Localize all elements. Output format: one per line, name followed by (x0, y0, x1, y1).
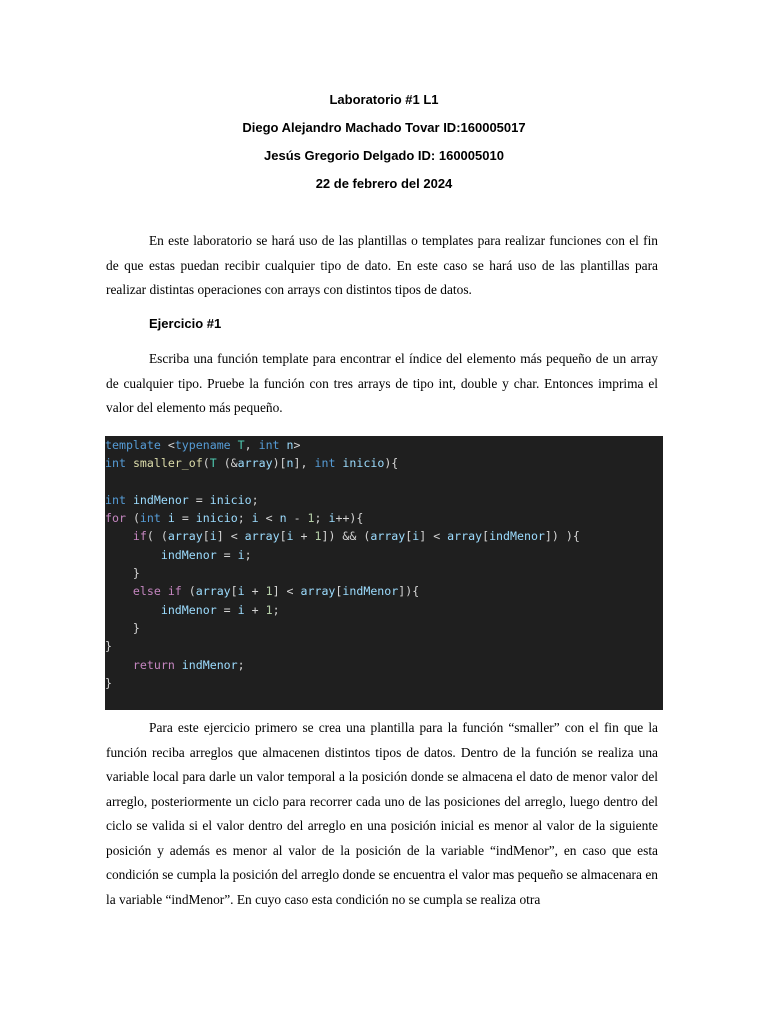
exercise-statement-text: Escriba una función template para encontrar el índice del elemento más pequeño de un array de cualquier tipo. Pruebe la función con tres arrays de tipo int, double y char. Entonces imprima el valor del elemento más pequeño. (106, 351, 658, 415)
document-date: 22 de febrero del 2024 (315, 176, 453, 191)
code-line: for (int i = inicio; i < n - 1; i++){ (105, 511, 364, 526)
code-line: indMenor = i + 1; (160, 602, 280, 617)
code-line: int smaller_of(T (&array)[n], int inicio){ (105, 456, 399, 471)
exercise-statement-paragraph (106, 347, 658, 421)
explanation-text: Para este ejercicio primero se crea una plantilla para la función “smaller” con el fin que la función reciba arreglos que almacenen distintos tipos de datos. Dentro de la función se realiza una variable local para darle un valor temporal a la posición donde se almacena el dato de menor valor del arreglo, posteriormente un ciclo para recorrer cada uno de las posiciones del arreglo, luego dentro del ciclo se valida si el valor dentro del arreglo en una posición inicial es menor al valor de la siguiente posición y además es menor al valor de la posición de la variable “indMenor”, en caso que esta condición se cumpla la posición del arreglo donde se encuentra el valor mas pequeño se almacenara en la variable “indMenor”. En cuyo caso esta condición no se cumpla se realiza otra (106, 720, 658, 907)
code-line: template <typename T, int n> (105, 438, 301, 452)
code-line (105, 473, 663, 491)
intro-text: En este laboratorio se hará uso de las plantillas o templates para realizar funciones con el fin de que estas puedan recibir cualquier tipo de dato. En este caso se hará uso de las plantillas para realizar distintas operaciones con arrays con distintos tipos de datos. (106, 233, 658, 297)
code-line: indMenor = i; (160, 547, 252, 562)
code-line: } (132, 620, 140, 635)
code-line: else if (array[i + 1] < array[indMenor]){ (132, 584, 420, 599)
author-line-2: Jesús Gregorio Delgado ID: 160005010 (264, 148, 504, 163)
code-line: if( (array[i] < array[i + 1]) && (array[i] < array[indMenor]) ){ (132, 529, 580, 544)
author-line-1: Diego Alejandro Machado Tovar ID:160005017 (242, 120, 526, 135)
code-line: } (105, 639, 112, 654)
code-line: int indMenor = inicio; (105, 492, 259, 507)
code-line: } (132, 566, 140, 581)
exercise-heading: Ejercicio #1 (149, 316, 222, 331)
code-block (105, 436, 663, 710)
intro-paragraph (106, 229, 658, 303)
document-title: Laboratorio #1 L1 (329, 92, 439, 107)
code-listing (105, 436, 663, 692)
code-line: } (105, 675, 112, 690)
code-line: return indMenor; (132, 657, 245, 672)
explanation-paragraph (106, 716, 658, 912)
